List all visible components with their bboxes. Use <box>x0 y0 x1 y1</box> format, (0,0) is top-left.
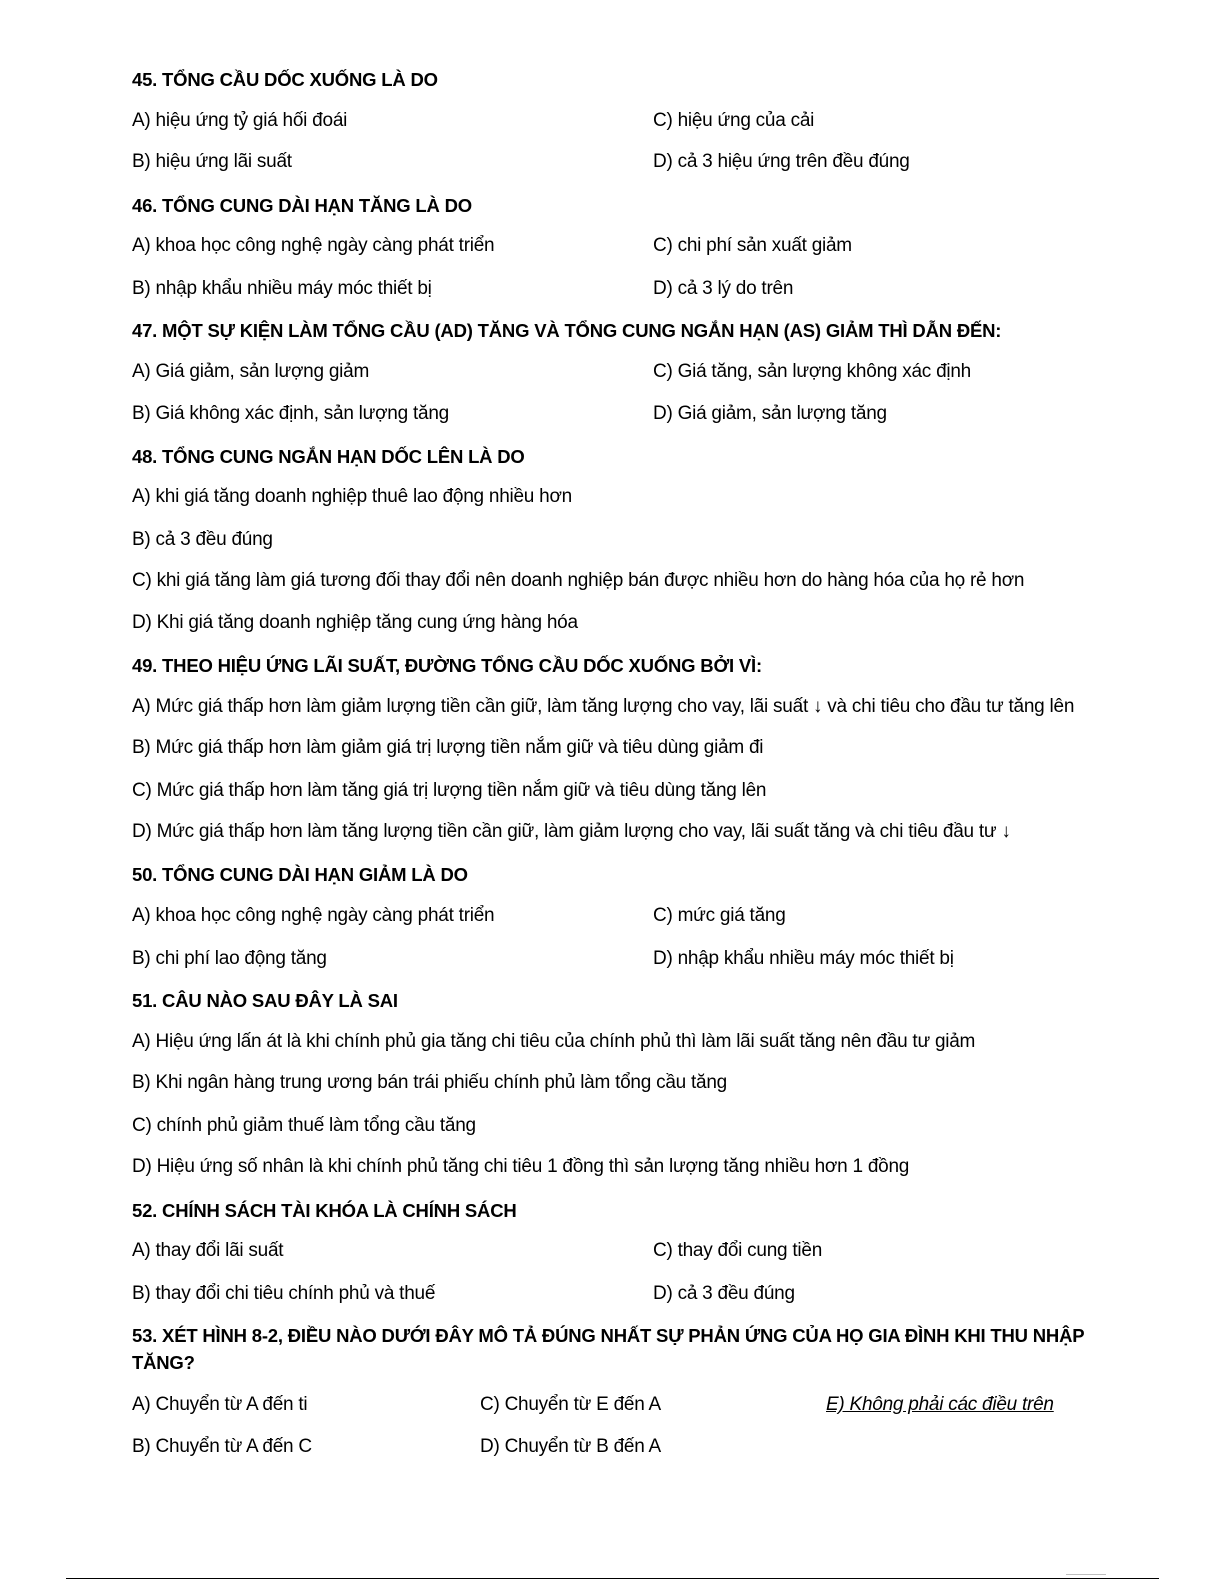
page-bottom-rule <box>66 1578 1159 1579</box>
question-51-option-c: C) chính phủ giảm thuế làm tổng cầu tăng <box>132 1115 476 1136</box>
question-53-option-a: A) Chuyển từ A đến ti <box>132 1394 308 1415</box>
question-47-option-b: B) Giá không xác định, sản lượng tăng <box>132 403 449 424</box>
question-48-option-c: C) khi giá tăng làm giá tương đối thay đổi nên doanh nghiệp bán được nhiều hơn do hàng hóa của họ rẻ hơn <box>132 570 1025 591</box>
question-53-option-d: D) Chuyển từ B đến A <box>480 1436 661 1457</box>
question-52-option-a: A) thay đổi lãi suất <box>132 1240 284 1261</box>
question-52-option-b: B) thay đổi chi tiêu chính phủ và thuế <box>132 1283 436 1304</box>
question-52-option-c: C) thay đổi cung tiền <box>653 1240 823 1261</box>
question-47-option-d: D) Giá giảm, sản lượng tăng <box>653 403 887 424</box>
question-50-option-c: C) mức giá tăng <box>653 905 786 926</box>
question-48-title: 48. TỔNG CUNG NGẮN HẠN DỐC LÊN LÀ DO <box>132 446 525 467</box>
question-51-option-d: D) Hiệu ứng số nhân là khi chính phủ tăng chi tiêu 1 đồng thì sản lượng tăng nhiều hơn 1 đồng <box>132 1156 910 1177</box>
question-50-option-a: A) khoa học công nghệ ngày càng phát triển <box>132 905 495 926</box>
question-52-option-d: D) cả 3 đều đúng <box>653 1283 795 1304</box>
question-45-option-c: C) hiệu ứng của cải <box>653 110 815 131</box>
question-49-option-d: D) Mức giá thấp hơn làm tăng lượng tiền cần giữ, làm giảm lượng cho vay, lãi suất tăng và chi tiêu đầu tư ↓ <box>132 821 1011 842</box>
question-50-title: 50. TỔNG CUNG DÀI HẠN GIẢM LÀ DO <box>132 864 468 885</box>
question-48-option-a: A) khi giá tăng doanh nghiệp thuê lao động nhiều hơn <box>132 486 572 507</box>
question-51-option-b: B) Khi ngân hàng trung ương bán trái phiếu chính phủ làm tổng cầu tăng <box>132 1072 727 1093</box>
question-53-title-line1: 53. XÉT HÌNH 8-2, ĐIỀU NÀO DƯỚI ĐÂY MÔ TẢ ĐÚNG NHẤT SỰ PHẢN ỨNG CỦA HỌ GIA ĐÌNH KHI THU NHẬP <box>132 1325 1085 1346</box>
question-47-option-c: C) Giá tăng, sản lượng không xác định <box>653 361 971 382</box>
question-49-title: 49. THEO HIỆU ỨNG LÃI SUẤT, ĐƯỜNG TỔNG CẦU DỐC XUỐNG BỞI VÌ: <box>132 655 762 676</box>
question-46-option-a: A) khoa học công nghệ ngày càng phát triển <box>132 235 495 256</box>
question-47-option-a: A) Giá giảm, sản lượng giảm <box>132 361 370 382</box>
question-53-option-b: B) Chuyển từ A đến C <box>132 1436 312 1457</box>
question-48-option-d: D) Khi giá tăng doanh nghiệp tăng cung ứng hàng hóa <box>132 612 578 633</box>
question-45-title: 45. TỔNG CẦU DỐC XUỐNG LÀ DO <box>132 69 438 90</box>
question-46-option-b: B) nhập khẩu nhiều máy móc thiết bị <box>132 278 432 299</box>
question-46-option-c: C) chi phí sản xuất giảm <box>653 235 852 256</box>
question-46-option-d: D) cả 3 lý do trên <box>653 278 794 299</box>
question-49-option-b: B) Mức giá thấp hơn làm giảm giá trị lượng tiền nắm giữ và tiêu dùng giảm đi <box>132 737 764 758</box>
question-51-title: 51. CÂU NÀO SAU ĐÂY LÀ SAI <box>132 990 398 1011</box>
question-45-option-d: D) cả 3 hiệu ứng trên đều đúng <box>653 151 910 172</box>
question-53-title-line2: TĂNG? <box>132 1352 195 1373</box>
question-50-option-b: B) chi phí lao động tăng <box>132 948 327 969</box>
question-53-option-c: C) Chuyển từ E đến A <box>480 1394 661 1415</box>
question-45-option-a: A) hiệu ứng tỷ giá hối đoái <box>132 110 348 131</box>
question-47-title: 47. MỘT SỰ KIỆN LÀM TỔNG CẦU (AD) TĂNG VÀ TỔNG CUNG NGẮN HẠN (AS) GIẢM THÌ DẪN ĐẾN: <box>132 320 1002 341</box>
question-51-option-a: A) Hiệu ứng lấn át là khi chính phủ gia tăng chi tiêu của chính phủ thì làm lãi suất tăng nên đầu tư giảm <box>132 1031 976 1052</box>
question-49-option-c: C) Mức giá thấp hơn làm tăng giá trị lượng tiền nắm giữ và tiêu dùng tăng lên <box>132 780 767 801</box>
question-50-option-d: D) nhập khẩu nhiều máy móc thiết bị <box>653 948 954 969</box>
page-footer-mark <box>1066 1574 1106 1575</box>
question-49-option-a: A) Mức giá thấp hơn làm giảm lượng tiền cần giữ, làm tăng lượng cho vay, lãi suất ↓ và chi tiêu cho đầu tư tăng lên <box>132 696 1075 717</box>
question-53-option-e: E) Không phải các điều trên <box>826 1394 1054 1415</box>
question-46-title: 46. TỔNG CUNG DÀI HẠN TĂNG LÀ DO <box>132 195 472 216</box>
question-52-title: 52. CHÍNH SÁCH TÀI KHÓA LÀ CHÍNH SÁCH <box>132 1200 517 1221</box>
question-48-option-b: B) cả 3 đều đúng <box>132 529 273 550</box>
question-45-option-b: B) hiệu ứng lãi suất <box>132 151 292 172</box>
